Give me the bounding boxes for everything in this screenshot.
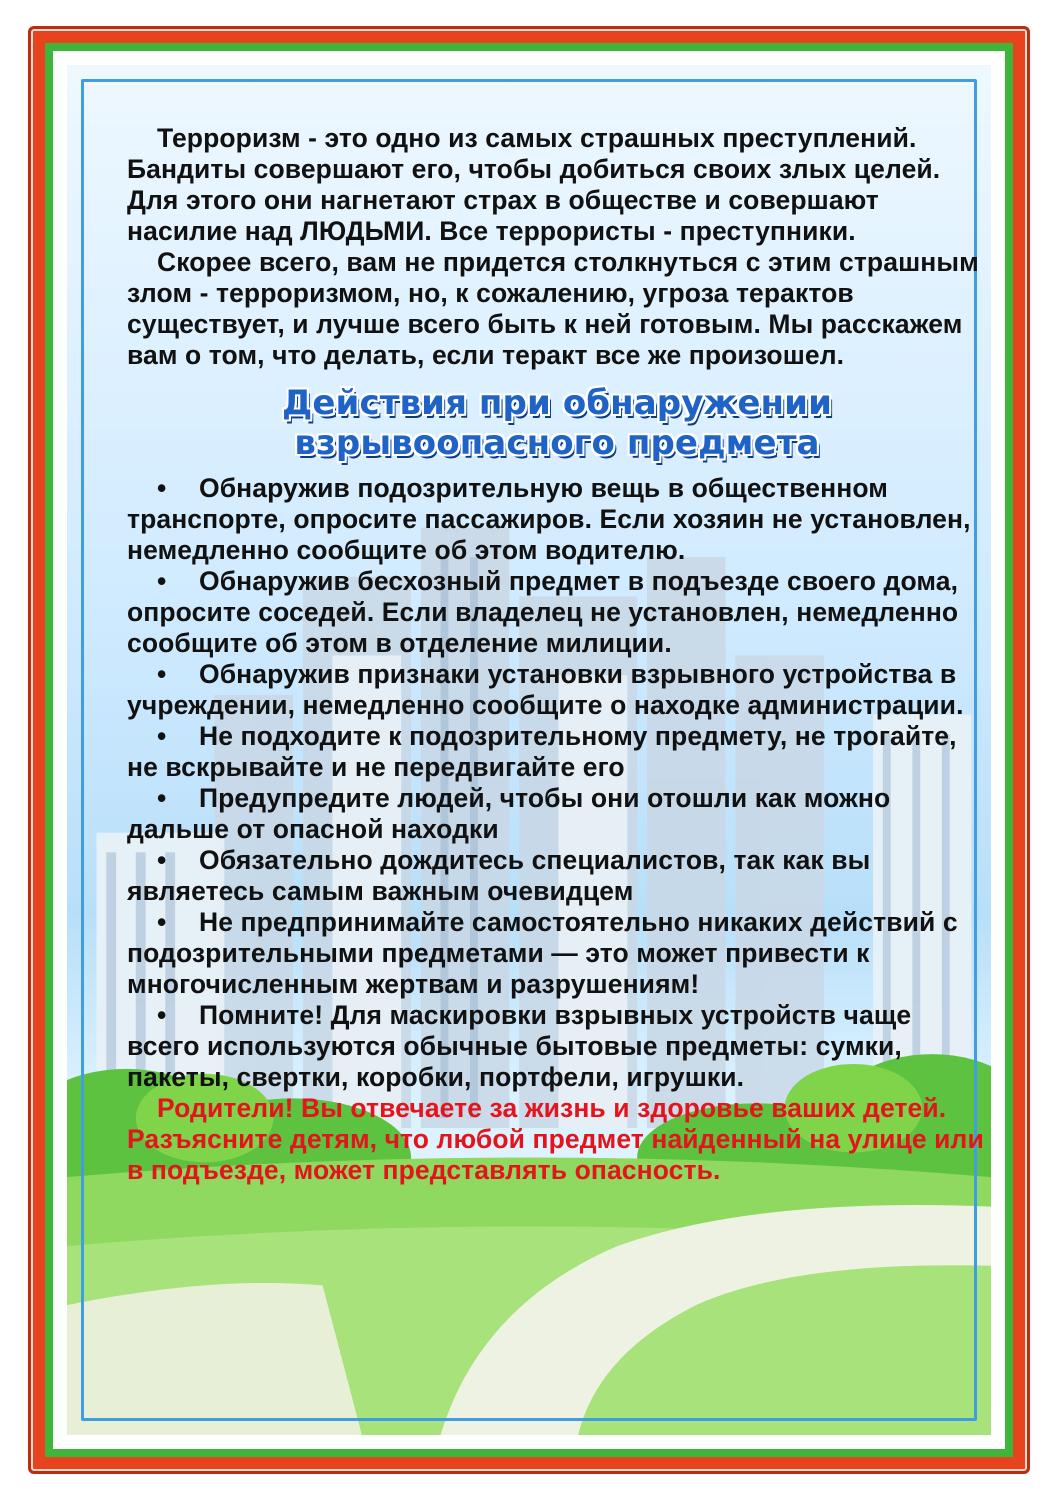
bullet-icon: •	[157, 783, 167, 813]
list-item-text: Не подходите к подозрительному предмету, не трогайте, не вскрывайте и не передвигайте его	[127, 721, 957, 782]
poster-green-frame	[45, 43, 1013, 1457]
list-item-text: Помните! Для маскировки взрывных устройств чаще всего используются обычные бытовые предметы: сумки, пакеты, свертки, коробки, портфели, игрушки.	[127, 1000, 912, 1092]
bullet-icon: •	[157, 473, 167, 503]
poster-outer-frame	[28, 26, 1030, 1474]
poster-white-frame	[59, 57, 999, 1443]
list-item	[127, 783, 987, 845]
instructions-list	[127, 473, 987, 1093]
bullet-icon: •	[157, 566, 167, 596]
list-item	[127, 473, 987, 566]
list-item-text: Обязательно дождитесь специалистов, так как вы являетесь самым важным очевидцем	[127, 845, 871, 906]
bullet-icon: •	[157, 907, 167, 937]
list-item-text: Обнаружив бесхозный предмет в подъезде своего дома, опросите соседей. Если владелец не установлен, немедленно сообщите об этом в отделение милиции.	[127, 566, 959, 658]
list-item	[127, 845, 987, 907]
intro-paragraph-2: Скорее всего, вам не придется столкнуться с этим страшным злом - терроризмом, но, к сожалению, угроза терактов существует, и лучше всего быть к ней готовым. Мы расскажем вам о том, что делать, если теракт все же произошел.	[127, 247, 979, 370]
heading-line-1: Действия при обнаружении	[282, 383, 832, 423]
poster-content	[127, 123, 987, 1186]
list-item	[127, 1000, 987, 1093]
parents-warning: Родители! Вы отвечаете за жизнь и здоровье ваших детей. Разъясните детям, что любой предмет найденный на улице или в подъезде, может представлять опасность.	[127, 1093, 984, 1185]
list-item	[127, 659, 987, 721]
heading-line-2: взрывоопасного предмета	[294, 423, 820, 463]
bullet-icon: •	[157, 1000, 167, 1030]
list-item-text: Обнаружив признаки установки взрывного устройства в учреждении, немедленно сообщите о находке администрации.	[127, 659, 964, 720]
list-item	[127, 907, 987, 1000]
list-item	[127, 721, 987, 783]
list-item-text: Обнаружив подозрительную вещь в общественном транспорте, опросите пассажиров. Если хозяин не установлен, немедленно сообщите об этом водителю.	[127, 473, 971, 565]
intro-paragraph-1: Терроризм - это одно из самых страшных преступлений. Бандиты совершают его, чтобы добиться своих злых целей. Для этого они нагнетают страх в обществе и совершают насилие над ЛЮДЬМИ. Все террористы - преступники.	[127, 123, 941, 246]
bullet-icon: •	[157, 721, 167, 751]
list-item-text: Предупредите людей, чтобы они отошли как можно дальше от опасной находки	[127, 783, 891, 844]
section-heading	[127, 383, 987, 463]
bullet-icon: •	[157, 845, 167, 875]
bullet-icon: •	[157, 659, 167, 689]
list-item	[127, 566, 987, 659]
list-item-text: Не предпринимайте самостоятельно никаких действий с подозрительными предметами — это может привести к многочисленным жертвам и разрушениям!	[127, 907, 958, 999]
